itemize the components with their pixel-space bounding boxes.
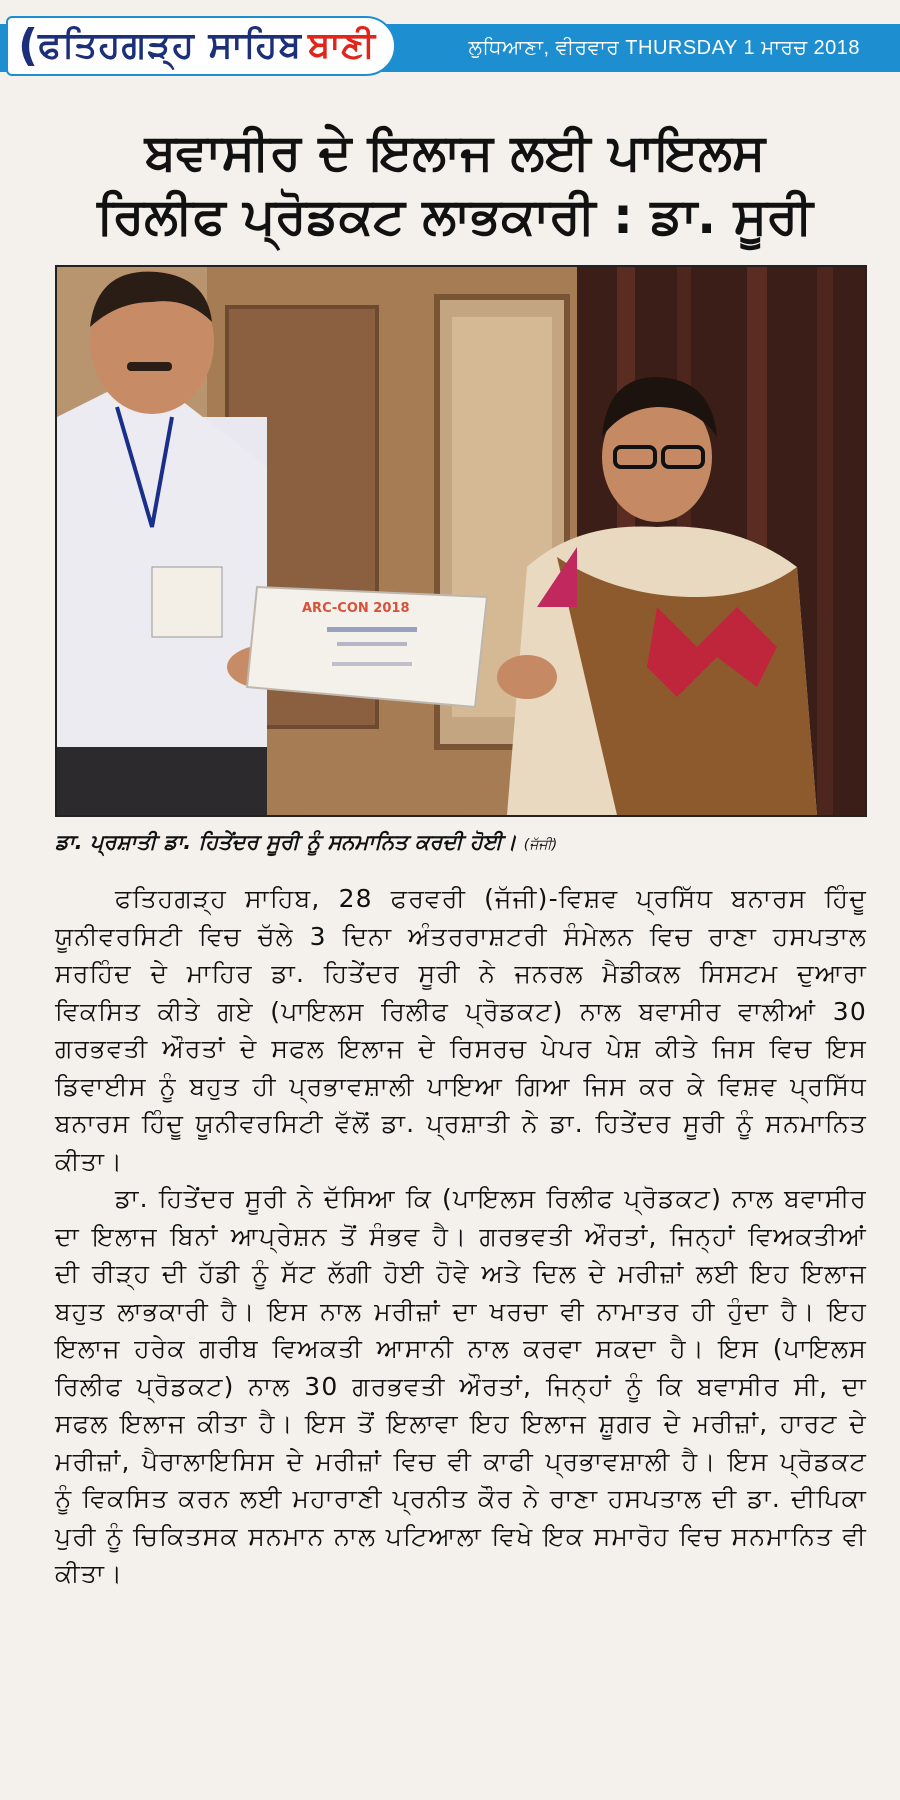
photo-illustration [57, 267, 865, 815]
caption-credit: (ਜੱਜੀ) [523, 837, 558, 853]
headline-line-2: ਰਿਲੀਫ ਪ੍ਰੋਡਕਟ ਲਾਭਕਾਰੀ : ਡਾ. ਸੂਰੀ [97, 187, 813, 245]
article-body [55, 880, 867, 1593]
article-paragraph-1: ਫਤਿਹਗੜ੍ਹ ਸਾਹਿਬ, 28 ਫਰਵਰੀ (ਜੱਜੀ)-ਵਿਸ਼ਵ ਪ੍ਰਸਿੱਧ ਬਨਾਰਸ ਹਿੰਦੂ ਯੂਨੀਵਰਸਿਟੀ ਵਿਚ ਚੱਲੇ 3 ਦਿਨਾ ਅੰਤਰਰਾਸ਼ਟਰੀ ਸੰਮੇਲਨ ਵਿਚ ਰਾਣਾ ਹਸਪਤਾਲ ਸਰਹਿੰਦ ਦੇ ਮਾਹਿਰ ਡਾ. ਹਿਤੇਂਦਰ ਸੂਰੀ ਨੇ ਜਨਰਲ ਮੈਡੀਕਲ ਸਿਸਟਮ ਦੁਆਰਾ ਵਿਕਸਿਤ ਕੀਤੇ ਗਏ (ਪਾਇਲਸ ਰਿਲੀਫ ਪ੍ਰੋਡਕਟ) ਨਾਲ ਬਵਾਸੀਰ ਵਾਲੀਆਂ 30 ਗਰਭਵਤੀ ਔਰਤਾਂ ਦੇ ਸਫਲ ਇਲਾਜ ਦੇ ਰਿਸਰਚ ਪੇਪਰ ਪੇਸ਼ ਕੀਤੇ ਜਿਸ ਵਿਚ ਇਸ ਡਿਵਾਈਸ ਨੂੰ ਬਹੁਤ ਹੀ ਪ੍ਰਭਾਵਸ਼ਾਲੀ ਪਾਇਆ ਗਿਆ ਜਿਸ ਕਰ ਕੇ ਵਿਸ਼ਵ ਪ੍ਰਸਿੱਧ ਬਨਾਰਸ ਹਿੰਦੂ ਯੂਨੀਵਰਸਿਟੀ ਵੱਲੋਂ ਡਾ. ਪ੍ਰਸ਼ਾਤੀ ਨੇ ਡਾ. ਹਿਤੇਂਦਰ ਸੂਰੀ ਨੂੰ ਸਨਮਾਨਿਤ ਕੀਤਾ। [55, 884, 867, 1176]
article-headline [40, 120, 870, 248]
caption-text: ਡਾ. ਪ੍ਰਸ਼ਾਤੀ ਡਾ. ਹਿਤੇਂਦਰ ਸੂਰੀ ਨੂੰ ਸਨਮਾਨਿਤ ਕਰਦੀ ਹੋਈ। [55, 830, 517, 854]
newspaper-logo: ( ਫਤਿਹਗੜ੍ਹ ਸਾਹਿਬ ਬਾਣੀ [6, 16, 396, 76]
headline-line-1: ਬਵਾਸੀਰ ਦੇ ਇਲਾਜ ਲਈ ਪਾਇਲਸ [144, 123, 766, 181]
certificate [247, 587, 487, 707]
masthead [0, 14, 900, 78]
news-photo [55, 265, 867, 817]
logo-text-blue: ਫਤਿਹਗੜ੍ਹ ਸਾਹਿਬ [38, 25, 302, 66]
photo-caption [55, 830, 867, 855]
logo-text-red: ਬਾਣੀ [308, 25, 376, 66]
article-paragraph-2: ਡਾ. ਹਿਤੇਂਦਰ ਸੂਰੀ ਨੇ ਦੱਸਿਆ ਕਿ (ਪਾਇਲਸ ਰਿਲੀਫ ਪ੍ਰੋਡਕਟ) ਨਾਲ ਬਵਾਸੀਰ ਦਾ ਇਲਾਜ ਬਿਨਾਂ ਆਪ੍ਰੇਸ਼ਨ ਤੋਂ ਸੰਭਵ ਹੈ। ਗਰਭਵਤੀ ਔਰਤਾਂ, ਜਿਨ੍ਹਾਂ ਵਿਅਕਤੀਆਂ ਦੀ ਰੀੜ੍ਹ ਦੀ ਹੱਡੀ ਨੂੰ ਸੱਟ ਲੱਗੀ ਹੋਈ ਹੋਵੇ ਅਤੇ ਦਿਲ ਦੇ ਮਰੀਜ਼ਾਂ ਲਈ ਇਹ ਇਲਾਜ ਬਹੁਤ ਲਾਭਕਾਰੀ ਹੈ। ਇਸ ਨਾਲ ਮਰੀਜ਼ਾਂ ਦਾ ਖਰਚਾ ਵੀ ਨਾਮਾਤਰ ਹੀ ਹੁੰਦਾ ਹੈ। ਇਹ ਇਲਾਜ ਹਰੇਕ ਗਰੀਬ ਵਿਅਕਤੀ ਆਸਾਨੀ ਨਾਲ ਕਰਵਾ ਸਕਦਾ ਹੈ। ਇਸ (ਪਾਇਲਸ ਰਿਲੀਫ ਪ੍ਰੋਡਕਟ) ਨਾਲ 30 ਗਰਭਵਤੀ ਔਰਤਾਂ, ਜਿਨ੍ਹਾਂ ਨੂੰ ਕਿ ਬਵਾਸੀਰ ਸੀ, ਦਾ ਸਫਲ ਇਲਾਜ ਕੀਤਾ ਹੈ। ਇਸ ਤੋਂ ਇਲਾਵਾ ਇਹ ਇਲਾਜ ਸ਼ੂਗਰ ਦੇ ਮਰੀਜ਼ਾਂ, ਹਾਰਟ ਦੇ ਮਰੀਜ਼ਾਂ, ਪੈਰਾਲਾਇਸਿਸ ਦੇ ਮਰੀਜ਼ਾਂ ਵਿਚ ਵੀ ਕਾਫੀ ਪ੍ਰਭਾਵਸ਼ਾਲੀ ਹੈ। ਇਸ ਪ੍ਰੋਡਕਟ ਨੂੰ ਵਿਕਸਿਤ ਕਰਨ ਲਈ ਮਹਾਰਾਣੀ ਪ੍ਰਨੀਤ ਕੌਰ ਨੇ ਰਾਣਾ ਹਸਪਤਾਲ ਦੀ ਡਾ. ਦੀਪਿਕਾ ਪੁਰੀ ਨੂੰ ਚਿਕਿਤਸਕ ਸਨਮਾਨ ਨਾਲ ਪਟਿਆਲਾ ਵਿਖੇ ਇਕ ਸਮਾਰੋਹ ਵਿਚ ਸਨਮਾਨਿਤ ਵੀ ਕੀਤਾ। [55, 1184, 867, 1588]
certificate-title: ARC-CON 2018 [302, 601, 410, 616]
dateline: ਲੁਧਿਆਣਾ, ਵੀਰਵਾਰ THURSDAY 1 ਮਾਰਚ 2018 [468, 37, 860, 59]
